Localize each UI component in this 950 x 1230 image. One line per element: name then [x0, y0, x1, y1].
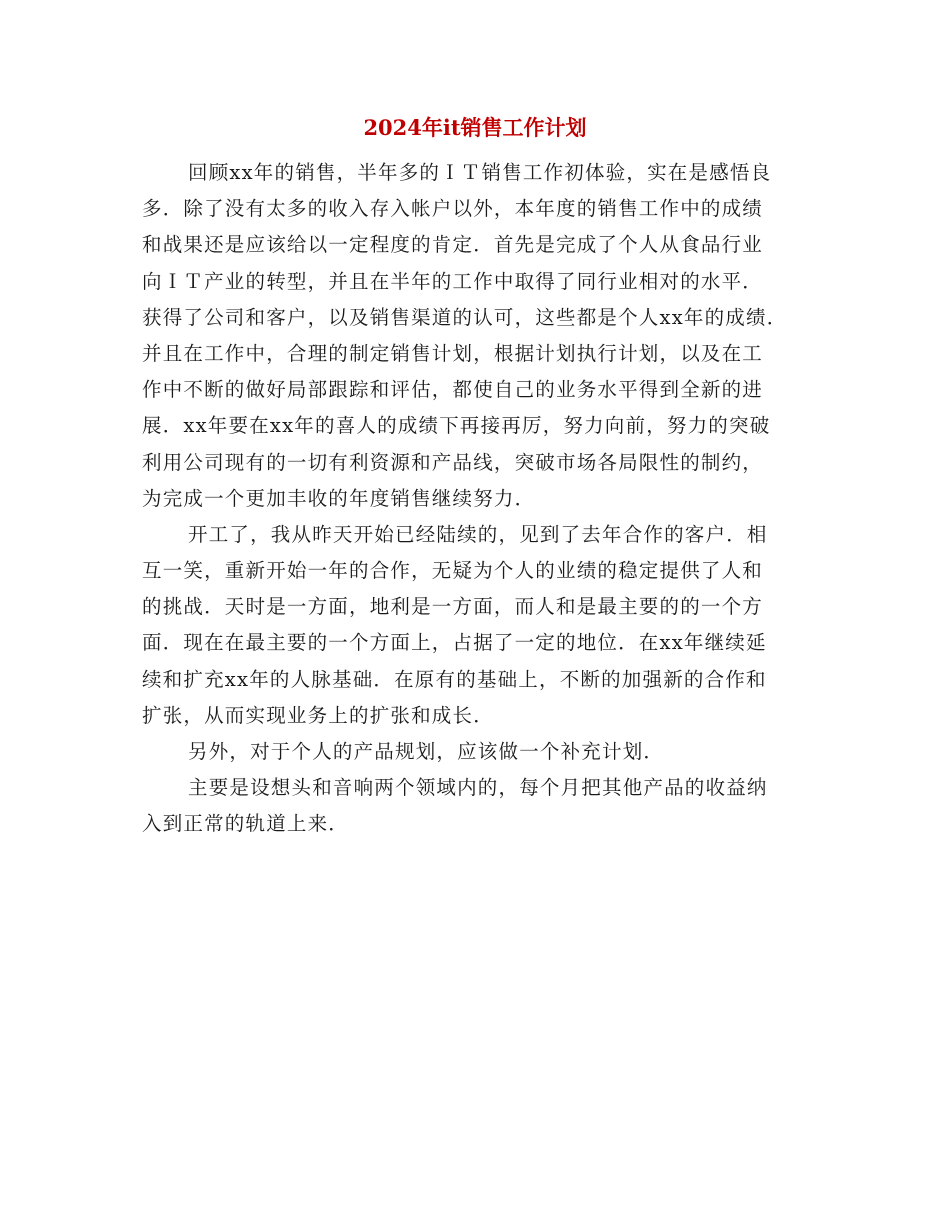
paragraph-4: [142, 770, 810, 842]
paragraph-line: 为完成一个更加丰收的年度销售继续努力．: [142, 486, 536, 510]
paragraph-1: [142, 155, 810, 517]
paragraph-line: 入到正常的轨道上来．: [142, 812, 350, 836]
document-body: [142, 155, 810, 843]
paragraph-line: 多．除了没有太多的收入存入帐户以外，本年度的销售工作中的成绩: [142, 197, 764, 221]
paragraph-2: [142, 517, 810, 734]
paragraph-line: 向ＩＴ产业的转型，并且在半年的工作中取得了同行业相对的水平．: [142, 269, 764, 293]
paragraph-line: 面．现在在最主要的一个方面上，占据了一定的地位．在xx年继续延: [142, 631, 767, 655]
paragraph-3: [142, 734, 810, 770]
paragraph-line: 续和扩充xx年的人脉基础．在原有的基础上，不断的加强新的合作和: [142, 667, 767, 691]
paragraph-line: 获得了公司和客户，以及销售渠道的认可，这些都是个人xx年的成绩．: [142, 305, 788, 329]
paragraph-line: 回顾xx年的销售，半年多的ＩＴ销售工作初体验，实在是感悟良: [188, 161, 772, 184]
paragraph-line: 利用公司现有的一切有利资源和产品线，突破市场各局限性的制约，: [142, 450, 764, 474]
document-title: 2024年it销售工作计划: [363, 115, 587, 140]
paragraph-line: 开工了，我从昨天开始已经陆续的，见到了去年合作的客户．相: [188, 522, 768, 546]
paragraph-line: 和战果还是应该给以一定程度的肯定．首先是完成了个人从食品行业: [142, 233, 764, 257]
paragraph-line: 互一笑，重新开始一年的合作，无疑为个人的业绩的稳定提供了人和: [142, 559, 764, 583]
paragraph-line: 扩张，从而实现业务上的扩张和成长．: [142, 703, 494, 727]
paragraph-line: 的挑战．天时是一方面，地利是一方面，而人和是最主要的的一个方: [142, 595, 764, 619]
paragraph-line: 并且在工作中，合理的制定销售计划，根据计划执行计划，以及在工: [142, 341, 764, 365]
paragraph-line: 另外，对于个人的产品规划，应该做一个补充计划．: [188, 740, 665, 763]
paragraph-line: 作中不断的做好局部跟踪和评估，都使自己的业务水平得到全新的进: [142, 378, 764, 402]
paragraph-line: 主要是设想头和音响两个领域内的，每个月把其他产品的收益纳: [188, 776, 768, 800]
paragraph-line: 展．xx年要在xx年的喜人的成绩下再接再厉，努力向前，努力的突破: [142, 414, 771, 438]
